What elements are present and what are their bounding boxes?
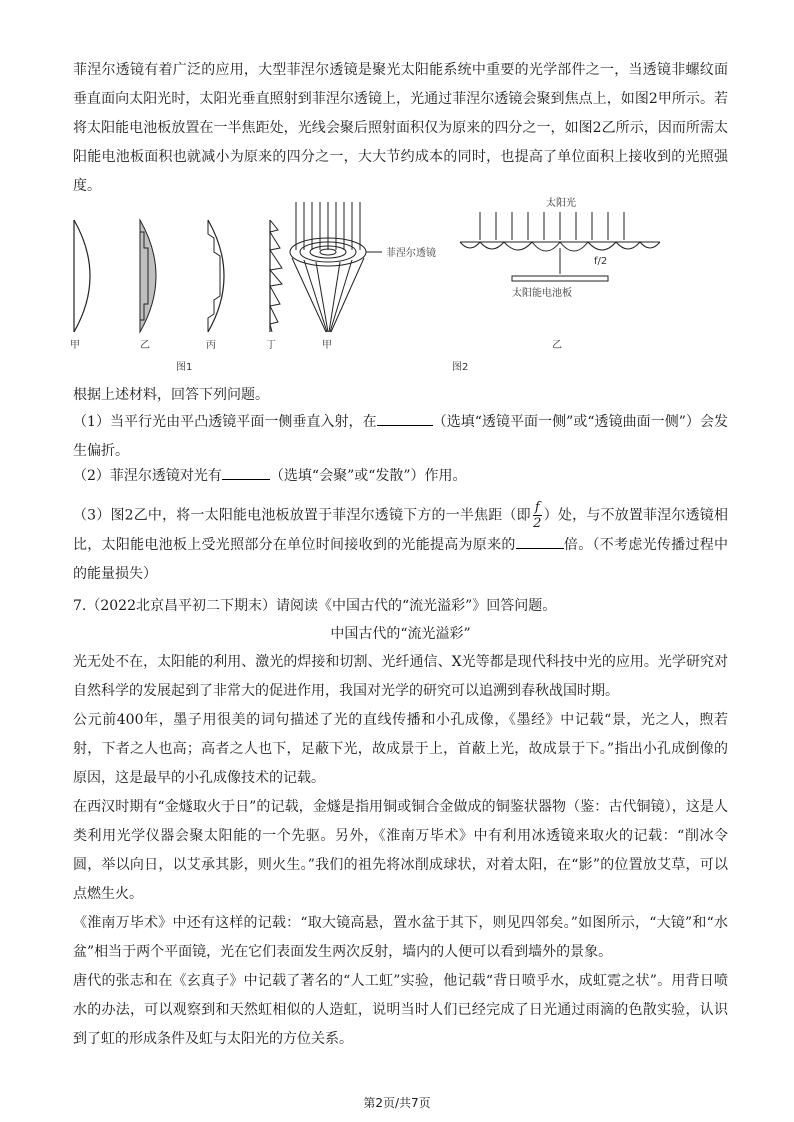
half-focal-fraction: $\frac{f}{2}$ [533, 500, 542, 531]
fig2-caption: 图2 [452, 362, 469, 373]
q3-text-after: 倍。（不考虑光传播过程中的能量损失） [73, 537, 729, 582]
fresnel-focus-diagram [290, 202, 382, 332]
q1-text-before: （1）当平行光由平凸透镜平面一侧垂直入射，在 [73, 414, 377, 430]
q1-answer-blank[interactable] [377, 411, 433, 426]
q3-text-before: （3）图2乙中，将一太阳能电池板放置于菲涅尔透镜下方的一半焦距（即 [73, 507, 531, 524]
fresnel-half-focal-diagram [460, 212, 660, 281]
article-paragraph-1: 光无处不在，太阳能的利用、激光的焊接和切割、光纤通信、X光等都是现代科技中光的应用。光学研究对自然科学的发展起到了非常大的促进作用，我国对光学的研究可以追溯到春秋战国时期。 [73, 654, 728, 699]
question-1 [73, 408, 728, 466]
fig2-label-yi: 乙 [552, 340, 562, 351]
article-paragraph-2: 公元前400年，墨子用很美的词句描述了光的直线传播和小孔成像，《墨经》中记载“景，光之人，煦若射，下者之人也高；高者之人也下，足蔽下光，故成景于上，首蔽上光，故成景于下。”指出小孔成倒像的原因，这是最早的小孔成像技术的记载。 [73, 712, 728, 786]
q3-answer-blank[interactable] [516, 534, 564, 549]
lens-jia [74, 220, 90, 332]
q1-text-after: （选填“透镜平面一侧”或“透镜曲面一侧”）会发生偏折。 [73, 414, 728, 459]
fig1-label-jia: 甲 [70, 340, 80, 351]
article-paragraph-5: 唐代的张志和在《玄真子》中记载了著名的“人工虹”实验，他记载“背日喷乎水，成虹霓之状”。用背日喷水的办法，可以观察到和天然虹相似的人造虹，说明当时人们已经完成了日光通过雨滴的色散实验，认识到了虹的形成条件及虹与太阳光的方位关系。 [73, 973, 728, 1047]
lens-yi [140, 220, 156, 332]
fig1-label-bing: 丙 [206, 340, 216, 351]
question-prompt: 根据上述材料，回答下列问题。 [73, 387, 269, 403]
q2-answer-blank[interactable] [222, 465, 270, 480]
half-focal-label: f/2 [594, 256, 608, 267]
question-2 [73, 462, 728, 491]
lens-bing [208, 220, 224, 332]
fig1-caption: 图1 [176, 362, 193, 373]
lens-ding [270, 220, 282, 332]
figure-lenses [60, 192, 700, 382]
fresnel-lens-label: 菲涅尔透镜 [386, 248, 436, 259]
fig1-label-yi: 乙 [140, 340, 150, 351]
fig2-label-jia: 甲 [322, 340, 332, 351]
question-3 [73, 500, 728, 589]
page-footer: 第2页/共7页 [363, 1096, 431, 1110]
fig1-label-ding: 丁 [266, 340, 276, 351]
article-paragraph-3: 在西汉时期有“金燧取火于日”的记载，金燧是指用铜或铜合金做成的铜鉴状器物（鉴：古代铜镜），这是人类利用光学仪器会聚太阳能的一个先驱。另外，《淮南万毕术》中有利用冰透镜来取火的记载：“削冰令圆，举以向日，以艾承其影，则火生。”我们的祖先将冰削成球状，对着太阳，在“影”的位置放艾草，可以点燃生火。 [73, 799, 728, 902]
q2-text-after: （选填“会聚”或“发散”）作用。 [269, 468, 467, 484]
intro-paragraph: 菲涅尔透镜有着广泛的应用，大型菲涅尔透镜是聚光太阳能系统中重要的光学部件之一，当透镜非螺纹面垂直面向太阳光时，太阳光垂直照射到菲涅尔透镜上，光通过菲涅尔透镜会聚到焦点上，如图2甲所示。若将太阳能电池板放置在一半焦距处，光线会聚后照射面积仅为原来的四分之一，如图2乙所示，因而所需太阳能电池板面积也就减小为原来的四分之一，大大节约成本的同时，也提高了单位面积上接收到的光照强度。 [73, 62, 728, 194]
solar-panel-label: 太阳能电池板 [512, 288, 572, 299]
article-paragraph-4: 《淮南万毕术》中还有这样的记载：“取大镜高悬，置水盆于其下，则见四邻矣。”如图所示，“大镜”和“水盆”相当于两个平面镜，光在它们表面发生两次反射，墙内的人便可以看到墙外的景象。 [73, 915, 728, 960]
q3-text-middle: ）处，与不放置菲涅尔透镜相比，太阳能电池板上受光照部分在单位时间接收到的光能提高为原来的 [73, 507, 728, 553]
q2-text-before: （2）菲涅尔透镜对光有 [73, 468, 222, 484]
article-title: 中国古代的“流光溢彩” [330, 626, 471, 642]
sunlight-label: 太阳光 [546, 198, 576, 209]
question-7-header: 7.（2022北京昌平初二下期末）请阅读《中国古代的“流光溢彩”》回答问题。 [73, 598, 557, 614]
